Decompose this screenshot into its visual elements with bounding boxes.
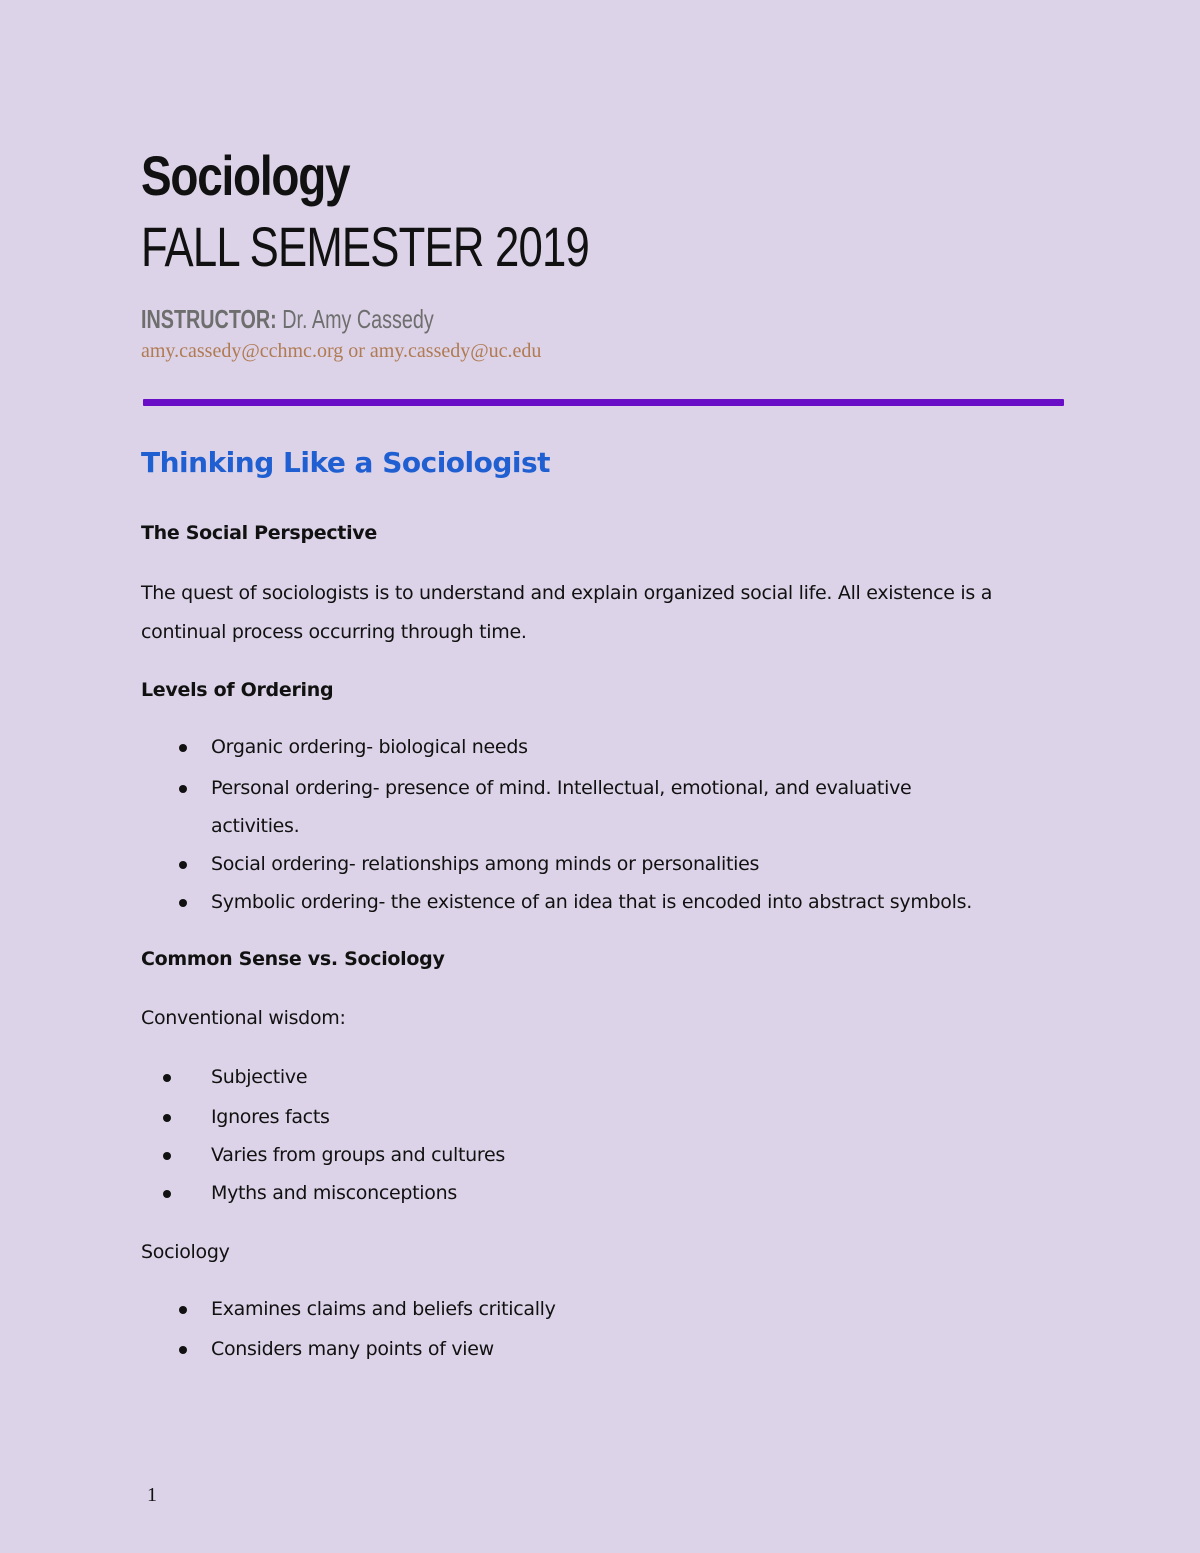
list-item-text: Organic ordering- biological needs: [211, 736, 528, 758]
social-perspective-line-1: The quest of sociologists is to understand and explain organized social life. All existence is a: [141, 582, 993, 604]
page-number: 1: [147, 1484, 157, 1506]
conventional-wisdom-label: Conventional wisdom:: [141, 1007, 346, 1029]
list-item-text: Considers many points of view: [211, 1338, 494, 1360]
bullet-icon: [179, 861, 187, 869]
list-item-text: Myths and misconceptions: [211, 1182, 457, 1204]
bullet-icon: [163, 1190, 171, 1198]
social-perspective-line-2: continual process occurring through time.: [141, 621, 527, 643]
instructor-line: [141, 304, 434, 334]
levels-heading: Levels of Ordering: [141, 679, 334, 701]
bullet-icon: [163, 1152, 171, 1160]
bullet-icon: [179, 899, 187, 907]
instructor-emails[interactable]: amy.cassedy@cchmc.org or amy.cassedy@uc.edu: [141, 340, 542, 362]
course-title: Sociology: [141, 144, 350, 207]
bullet-icon: [163, 1114, 171, 1122]
bullet-icon: [179, 1306, 187, 1314]
header-divider: [143, 399, 1064, 406]
list-item-text: Varies from groups and cultures: [211, 1144, 505, 1166]
bullet-icon: [163, 1074, 171, 1082]
semester-title: FALL SEMESTER 2019: [141, 215, 590, 278]
list-item-text: Ignores facts: [211, 1106, 330, 1128]
social-perspective-heading: The Social Perspective: [141, 522, 377, 544]
bullet-icon: [179, 744, 187, 752]
list-item-text: Examines claims and beliefs critically: [211, 1298, 556, 1320]
bullet-icon: [179, 1346, 187, 1354]
section-heading: Thinking Like a Sociologist: [141, 446, 551, 479]
list-item-text: Personal ordering- presence of mind. Intellectual, emotional, and evaluative: [211, 777, 912, 799]
list-item-text: Social ordering- relationships among minds or personalities: [211, 853, 760, 875]
list-item-text: Subjective: [211, 1066, 308, 1088]
bullet-icon: [179, 785, 187, 793]
list-item-text: activities.: [211, 815, 300, 837]
common-sense-heading: Common Sense vs. Sociology: [141, 948, 445, 970]
instructor-name: Dr. Amy Cassedy: [282, 304, 434, 334]
sociology-label: Sociology: [141, 1241, 230, 1263]
list-item-text: Symbolic ordering- the existence of an idea that is encoded into abstract symbols.: [211, 891, 972, 913]
instructor-label: INSTRUCTOR:: [141, 304, 277, 334]
